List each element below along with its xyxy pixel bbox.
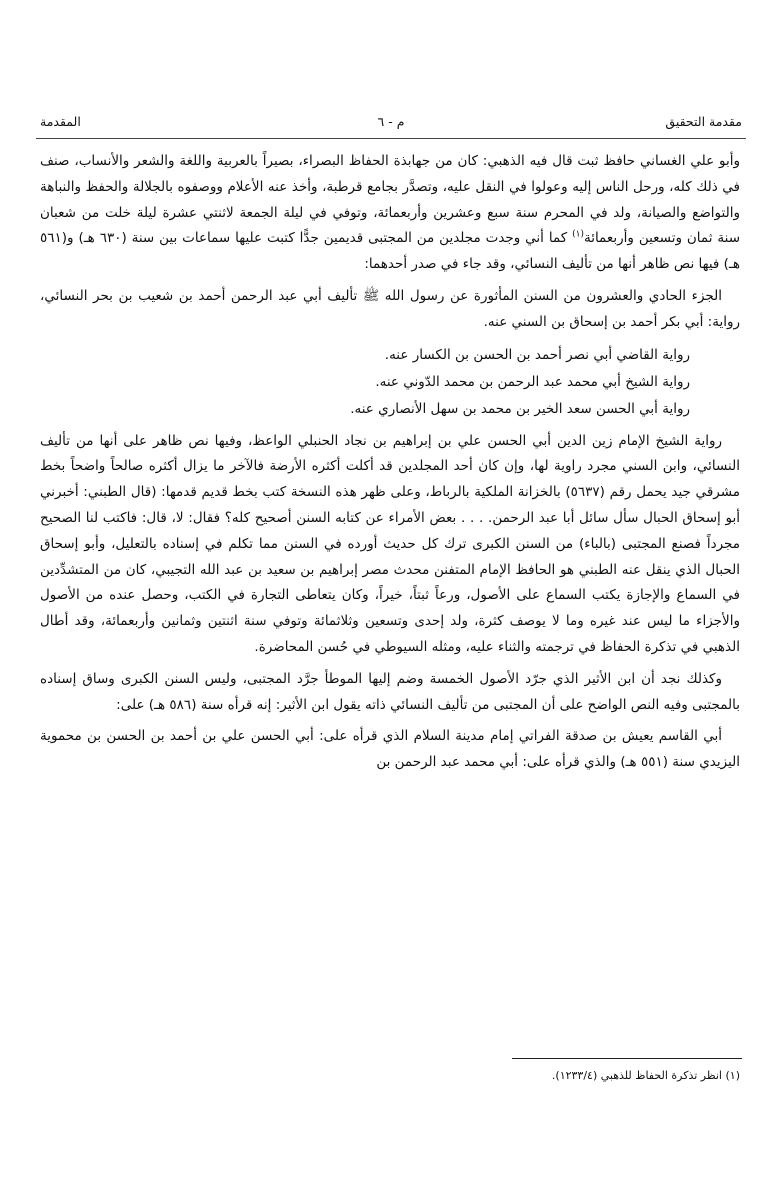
paragraph-2: رواية الشيخ الإمام زين الدين أبي الحسن علي بن إبراهيم بن نجاد الحنبلي الواعظ، وفيها نص ظاهر على أنها من تأليف النسائي، وابن السني مجرد راوية لها، وإن كان أحد المجلدين قد أكلت أكثره الأرضة فالآخر ما يزال أكثره صالحاً واضحاً بخط مشرقي جيد يحمل رقم (٥٦٣٧) بالخزانة الملكية بالرباط، وعلى ظهر هذه النسخة كتب بخط قديم قدمها: (قال الطبني: أخبرني أبو إسحاق الحبال سأل سائل أبا عبد الرحمن. . . . بعض الأمراء عن كتابه السنن أصحيح كله؟ فقال: لا، قال: فاكتب لنا الصحيح مجرداً فصنع المجتبى (بالباء) من السنن الكبرى ترك كل حديث أورده في السنن مما تكلم في إسناده بالتعليل، وأبو إسحاق الحبال الذي ينقل عنه الطبني هو الحافظ الإمام المتفنن محدث مصر إبراهيم بن سعيد بن عبد الله التجيبي، كان من المتشدِّدين في السماع والإجازة يكتب السماع على الأصول، ورعاً ثبتاً، خيراً، وكان يتعاطى التجارة في الكتب، وحصل عنده من الأصول والأجزاء ما ليس عند غيره وما لا يوصف كثرة، ولد إحدى وتسعين وثلاثمائة وتوفي سنة اثنتين وثمانين وأربعمائة، وقد أطال الذهبي في تذكرة الحفاظ في ترجمته والثناء عليه، ومثله السيوطي في حُسن المحاضرة. xyxy=(40,432,740,655)
chain-line-1: رواية القاضي أبي نصر أحمد بن الحسن بن الكسار عنه. xyxy=(384,346,690,363)
running-header xyxy=(40,114,742,136)
footnote-marker: (١) xyxy=(572,229,584,240)
paragraph-3: وكذلك نجد أن ابن الأثير الذي جرّد الأصول الخمسة وضم إليها الموطأ جرَّد المجتبى، وليس السنن الكبرى وساق إسناده بالمجتبى وفيه النص الواضح على أن المجتبى من تأليف النسائي ذاته يقول ابن الأثير: إنه قرأه سنة (٥٨٦ هـ) على: xyxy=(40,670,740,713)
paragraph-4: أبي القاسم يعيش بن صدقة الفراتي إمام مدينة السلام الذي قرأه على: أبي الحسن علي بن أحمد بن الحسن بن محموية اليزيدي سنة (٥٥١ هـ) والذي قرأه على: أبي محمد عبد الرحمن بن xyxy=(40,728,740,771)
header-left: المقدمة xyxy=(40,114,81,129)
header-divider xyxy=(36,138,746,139)
main-text xyxy=(40,149,740,782)
narration-chain xyxy=(40,342,690,423)
header-page-number: م - ٦ xyxy=(377,114,405,129)
paragraph-1-text-cont: كما أني وجدت مجلدين من المجتبى قديمين جدًّا كتبت عليها سماعات بين سنة (٦٣٠ هـ) و(٥٦١ هـ) فيها نص ظاهر أنها من تأليف النسائي، وقد جاء في صدر أحدهما: xyxy=(40,230,740,273)
chain-line-2: رواية الشيخ أبي محمد عبد الرحمن بن محمد الدّوني عنه. xyxy=(375,373,690,390)
quoted-title-block: الجزء الحادي والعشرون من السنن المأثورة عن رسول الله ﷺ تأليف أبي عبد الرحمن أحمد بن شعيب بن بحر النسائي، رواية: أبي بكر أحمد بن إسحاق بن السني عنه. xyxy=(40,287,740,330)
footnote: (١) انظر تذكرة الحفاظ للذهبي (١٢٣٣/٤). xyxy=(551,1069,740,1082)
footnote-divider xyxy=(512,1058,742,1059)
paragraph-1 xyxy=(40,149,740,278)
chain-line-3: رواية أبي الحسن سعد الخير بن محمد بن سهل الأنصاري عنه. xyxy=(350,400,690,417)
header-right: مقدمة التحقيق xyxy=(665,114,742,129)
paragraph-1-text: وأبو علي الغساني حافظ ثبت قال فيه الذهبي: كان من جهابذة الحفاظ البصراء، بصيراً بالعربية واللغة والشعر والأنساب، صنف في ذلك كله، ورحل الناس إليه وعولوا في النقل عليه، وتصدَّر بجامع قرطبة، وأخذ عنه الأعلام ووصفوه بالجلالة والحفظ والنباهة والتواضع والصيانة، ولد في المحرم سنة سبع وعشرين وأربعمائة، وتوفي في ليلة الجمعة لاثنتي عشرة ليلة خلت من شعبان سنة ثمان وتسعين وأربعمائة xyxy=(40,153,741,247)
